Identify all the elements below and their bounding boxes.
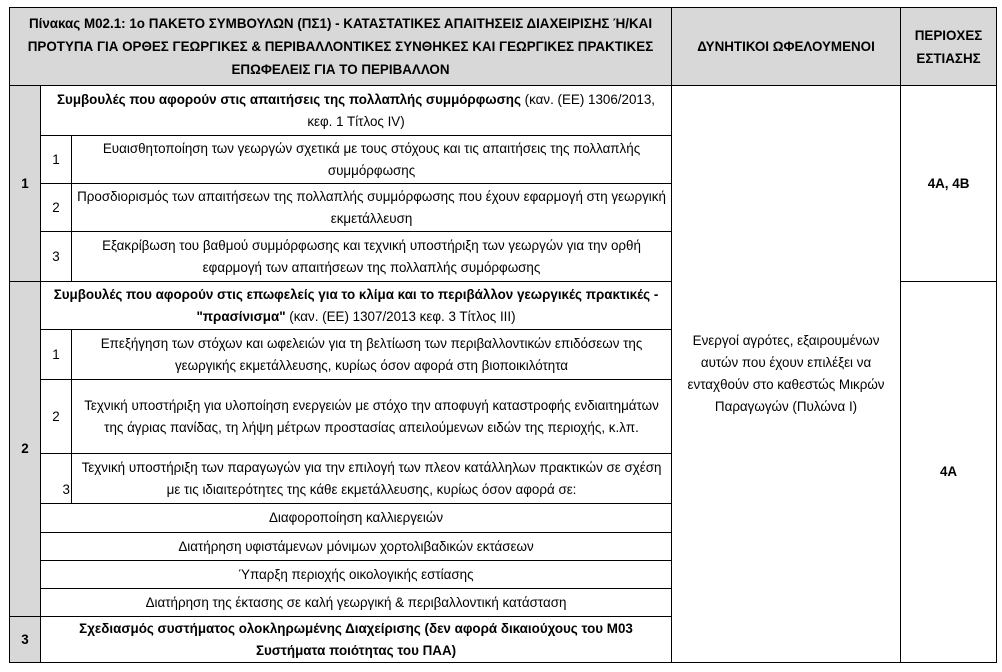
- practice-subitem: Διατήρηση της έκτασης σε καλή γεωργική & περιβαλλοντική κατάσταση: [41, 589, 672, 617]
- practice-subitem: Ύπαρξη περιοχής οικολογικής εστίασης: [41, 561, 672, 589]
- section-2-item-number: 2: [41, 380, 72, 454]
- section-1-focus: 4Α, 4Β: [901, 86, 997, 282]
- section-1-item-number: 1: [41, 136, 72, 184]
- table-title: Πίνακας Μ02.1: 1ο ΠΑΚΕΤΟ ΣΥΜΒΟΥΛΩΝ (ΠΣ1) - ΚΑΤΑΣΤΑΤΙΚΕΣ ΑΠΑΙΤΗΣΕΙΣ ΔΙΑΧΕΙΡΙΣΗΣ Ή/ΚΑΙ ΠΡΟΤΥΠΑ ΓΙΑ ΟΡΘΕΣ ΓΕΩΡΓΙΚΕΣ & ΠΕΡΙΒΑΛΛΟΝΤΙΚΕΣ ΣΥΝΘΗΚΕΣ ΚΑΙ ΓΕΩΡΓΙΚΕΣ ΠΡΑΚΤΙΚΕΣ ΕΠΩΦΕΛΕΙΣ ΓΙΑ ΤΟ ΠΕΡΙΒΑΛΛΟΝ: [10, 8, 672, 86]
- header-beneficiaries: ΔΥΝΗΤΙΚΟΙ ΩΦΕΛΟΥΜΕΝΟΙ: [672, 8, 901, 86]
- section-1-heading-ref: (καν. (ΕΕ) 1306/2013, κεφ. 1 Τίτλος IV): [307, 91, 656, 129]
- practice-subitem: Διατήρηση υφιστάμενων μόνιμων χορτολιβαδικών εκτάσεων: [41, 533, 672, 561]
- advisory-package-table: [9, 7, 997, 663]
- section-2-heading: [41, 282, 672, 330]
- beneficiaries-cell: Ενεργοί αγρότες, εξαιρουμένων αυτών που έχουν επιλέξει να ενταχθούν στο καθεστώς Μικρών Παραγωγών (Πυλώνα Ι): [672, 86, 901, 663]
- section-1-item-text: Εξακρίβωση του βαθμού συμμόρφωσης και τεχνική υποστήριξη των γεωργών για την ορθή εφαρμογή των απαιτήσεων της πολλαπλής συμόρφωσης: [72, 232, 672, 282]
- section-1-number: 1: [10, 86, 41, 282]
- practice-subitem: Διαφοροποίηση καλλιεργειών: [41, 504, 672, 533]
- section-2-item-text: Τεχνική υποστήριξη για υλοποίηση ενεργειών με στόχο την αποφυγή καταστροφής ενδιαιτημάτων της άγριας πανίδας, τη λήψη μέτρων προστασίας απειλούμενων ειδών της περιοχής, κ.λπ.: [72, 380, 672, 454]
- header-focus-areas: ΠΕΡΙΟΧΕΣ ΕΣΤΙΑΣΗΣ: [901, 8, 997, 86]
- section-2-focus: 4Α: [901, 282, 997, 663]
- section-1-item-text: Ευαισθητοποίηση των γεωργών σχετικά με τους στόχους και τις απαιτήσεις της πολλαπλής συμμόρφωσης: [72, 136, 672, 184]
- section-2-item-number: 1: [41, 330, 72, 380]
- section-1-heading-bold: Συμβουλές που αφορούν στις απαιτήσεις της πολλαπλής συμμόρφωσης: [56, 91, 521, 107]
- section-1-item-number: 2: [41, 184, 72, 232]
- section-2-item-text: Τεχνική υποστήριξη των παραγωγών για την επιλογή των πλεον κατάλληλων πρακτικών σε σχέση με τις ιδιαιτερότητες της κάθε εκμετάλλευσης, κυρίως όσον αφορά σε:: [72, 454, 672, 504]
- section-1-item-text: Προσδιορισμός των απαιτήσεων της πολλαπλής συμμόρφωσης που έχουν εφαρμογή στη γεωργική εκμετάλλευση: [72, 184, 672, 232]
- section-3-heading: Σχεδιασμός συστήματος ολοκληρωμένης Διαχείρισης (δεν αφορά δικαιούχους του Μ03 Συστήματα ποιότητας του ΠΑΑ): [41, 617, 672, 663]
- section-2-number: 2: [10, 282, 41, 617]
- section-2-item-number: 3: [41, 454, 72, 504]
- section-2-heading-bold: Συμβουλές που αφορούν στις επωφελείς για το κλίμα και το περιβάλλον γεωργικές πρακτικές - "πρασίνισμα": [53, 286, 659, 324]
- section-3-number: 3: [10, 617, 41, 663]
- section-1-heading: [41, 86, 672, 136]
- section-2-item-text: Επεξήγηση των στόχων και ωφελειών για τη βελτίωση των περιβαλλοντικών επιδόσεων της γεωργικής εκμετάλλευσης, κυρίως όσον αφορά στη βιοποικιλότητα: [72, 330, 672, 380]
- section-1-item-number: 3: [41, 232, 72, 282]
- section-2-heading-ref: (καν. (ΕΕ) 1307/2013 κεφ. 3 Τίτλος ΙΙΙ): [285, 308, 516, 324]
